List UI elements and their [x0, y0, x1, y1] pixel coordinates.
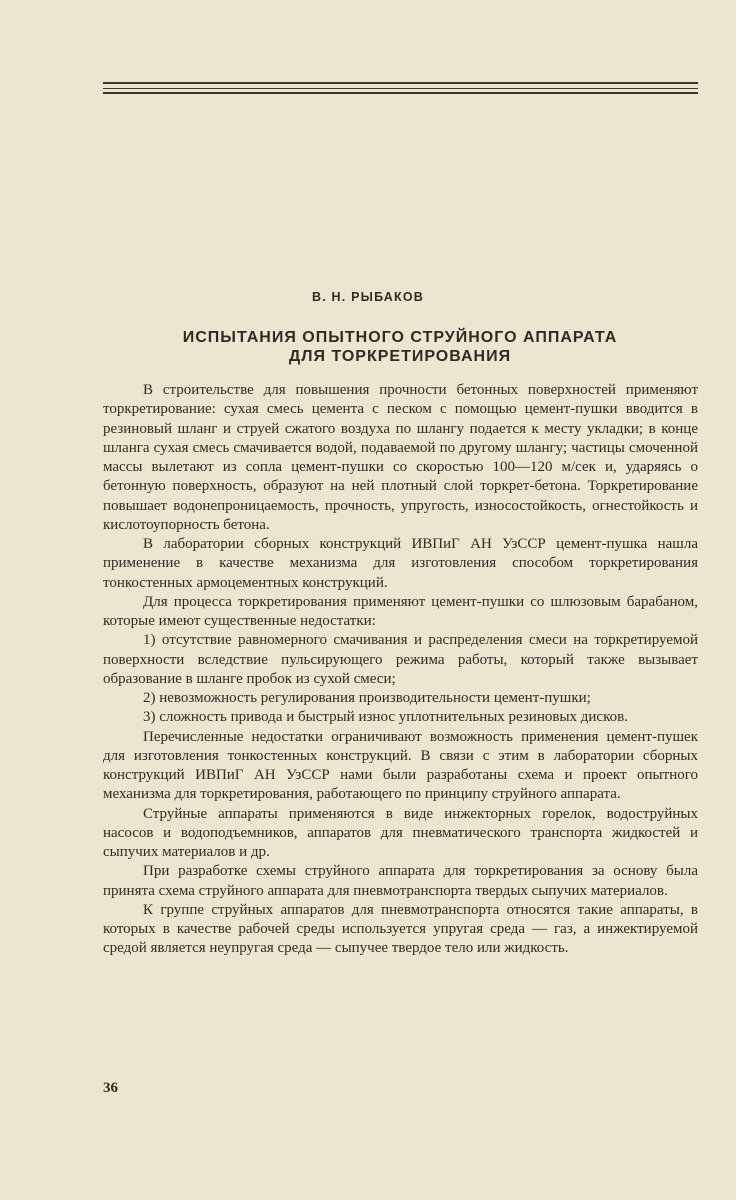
header-rule-top: [103, 82, 698, 84]
paragraph-1: В строительстве для повышения прочности бетонных поверхностей применяют торкретирование: сухая смесь цемента с песком с помощью цемент-пушки вводится в резиновый шланг и струей сжатого воздуха по шлангу подается к месту укладки; в конце шланга сухая смесь смачивается водой, подаваемой по другому шлангу; частицы смоченной массы вылетают из сопла цемент-пушки со скоростью 100—120 м/сек и, ударяясь о бетонную поверхность, образуют на ней плотный слой торкрет-бетона. Торкретирование повышает водонепроницаемость, прочность, упругость, износостойкость, огнестойкость и кислотоупорность бетона.: [103, 382, 698, 533]
page-number: 36: [103, 1080, 118, 1096]
paragraph-4: Перечисленные недостатки ограничивают возможность применения цемент-пушек для изготовления тонкостенных конструкций. В связи с этим в лаборатории сборных конструкций ИВПиГ АН УзССР нами были разработаны схема и проект опытного механизма для торкретирования, работающего по принципу струйного аппарата.: [103, 728, 698, 803]
list-item-3: 3) сложность привода и быстрый износ уплотнительных резиновых дисков.: [143, 709, 628, 726]
title-line-1: ИСПЫТАНИЯ ОПЫТНОГО СТРУЙНОГО АППАРАТА: [182, 329, 618, 346]
header-rule-bottom: [103, 92, 698, 94]
header-rule-middle: [103, 88, 698, 89]
author-name: В. Н. РЫБАКОВ: [311, 290, 425, 304]
list-item-2: 2) невозможность регулирования производительности цемент-пушки;: [143, 690, 591, 706]
title-line-2: ДЛЯ ТОРКРЕТИРОВАНИЯ: [288, 348, 512, 365]
paragraph-2: В лаборатории сборных конструкций ИВПиГ АН УзССР цемент-пушка нашла применение в качестве механизма для изготовления способом торкретирования тонкостенных армоцементных конструкций.: [103, 536, 698, 591]
paragraph-5: Струйные аппараты применяются в виде инжекторных горелок, водоструйных насосов и водоподъемников, аппаратов для пневматического транспорта жидкостей и сыпучих материалов и др.: [103, 805, 698, 860]
paragraph-3: Для процесса торкретирования применяют цемент-пушки со шлюзовым барабаном, которые имеют существенные недостатки:: [103, 593, 698, 629]
paragraph-7: К группе струйных аппаратов для пневмотранспорта относятся такие аппараты, в которых в качестве рабочей среды используется упругая среда — газ, а инжектируемой средой является неупругая среда — сыпучее твердое тело или жидкость.: [103, 901, 698, 957]
list-item-1: 1) отсутствие равномерного смачивания и распределения смеси на торкретируемой поверхности вследствие пульсирующего режима работы, который также вызывает образование в шланге пробок из сухой смеси;: [103, 632, 698, 687]
article-body: [103, 381, 698, 959]
article-title: [100, 328, 700, 366]
paragraph-6: При разработке схемы струйного аппарата для торкретирования за основу была принята схема струйного аппарата для пневмотранспорта твердых сыпучих материалов.: [103, 863, 698, 899]
